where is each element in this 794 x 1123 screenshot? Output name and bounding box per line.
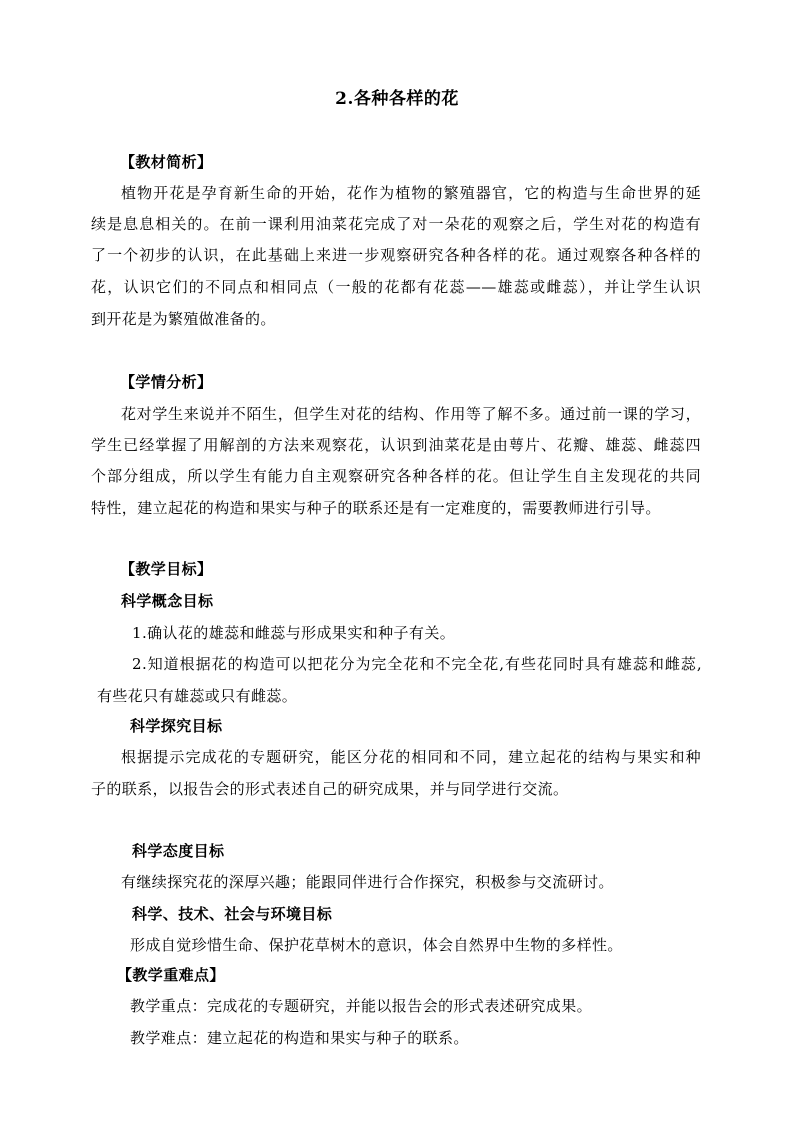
paragraph-line: 到开花是为繁殖做准备的。 <box>91 310 276 328</box>
paragraph-line: 植物开花是孕育新生命的开始，花作为植物的繁殖器官，它的构造与生命世界的延 <box>121 184 701 202</box>
heading-teaching-goals: 【教学目标】 <box>120 560 213 578</box>
paragraph-line: 续是息息相关的。在前一课利用油菜花完成了对一朵花的观察之后，学生对花的构造有 <box>91 215 701 233</box>
paragraph-line: 个部分组成，所以学生有能力自主观察研究各种各样的花。但让学生自主发现花的共同 <box>91 467 701 485</box>
paragraph-line: 根据提示完成花的专题研究，能区分花的相同和不同，建立起花的结构与果实和种 <box>121 748 701 766</box>
goal-item: 2.知道根据花的构造可以把花分为完全花和不完全花,有些花同时具有雄蕊和雌蕊, <box>132 655 702 673</box>
goal-item: 有些花只有雄蕊或只有雌蕊。 <box>97 687 298 705</box>
heading-textbook-analysis: 【教材简析】 <box>120 153 213 171</box>
paragraph-line: 花对学生来说并不陌生，但学生对花的结构、作用等了解不多。通过前一课的学习， <box>121 405 701 423</box>
subheading-attitude-goal: 科学态度目标 <box>132 842 225 860</box>
subheading-inquiry-goal: 科学探究目标 <box>130 717 223 735</box>
paragraph-line: 子的联系，以报告会的形式表述自己的研究成果，并与同学进行交流。 <box>91 780 569 798</box>
heading-key-points: 【教学重难点】 <box>117 966 225 984</box>
paragraph-line: 了一个初步的认识，在此基础上来进一步观察研究各种各样的花。通过观察各种各样的 <box>91 246 701 264</box>
heading-student-analysis: 【学情分析】 <box>120 373 213 391</box>
goal-item: 1.确认花的雄蕊和雌蕊与形成果实和种子有关。 <box>132 624 456 642</box>
subheading-concept-goal: 科学概念目标 <box>121 592 214 610</box>
paragraph-line: 花，认识它们的不同点和相同点（一般的花都有花蕊——雄蕊或雌蕊），并让学生认识 <box>91 278 701 296</box>
paragraph-line: 有继续探究花的深厚兴趣；能跟同伴进行合作探究，积极参与交流研讨。 <box>121 873 614 891</box>
subheading-sts-goal: 科学、技术、社会与环境目标 <box>132 905 333 923</box>
document-title: 2.各种各样的花 <box>335 89 459 109</box>
paragraph-line: 学生已经掌握了用解剖的方法来观察花，认识到油菜花是由萼片、花瓣、雄蕊、雌蕊四 <box>91 436 701 454</box>
paragraph-line: 特性，建立起花的构造和果实与种子的联系还是有一定难度的，需要教师进行引导。 <box>91 499 661 517</box>
difficulty-line: 教学难点：建立起花的构造和果实与种子的联系。 <box>130 1029 469 1047</box>
paragraph-line: 形成自觉珍惜生命、保护花草树木的意识，体会自然界中生物的多样性。 <box>130 936 623 954</box>
key-point-line: 教学重点：完成花的专题研究，并能以报告会的形式表述研究成果。 <box>130 997 593 1015</box>
